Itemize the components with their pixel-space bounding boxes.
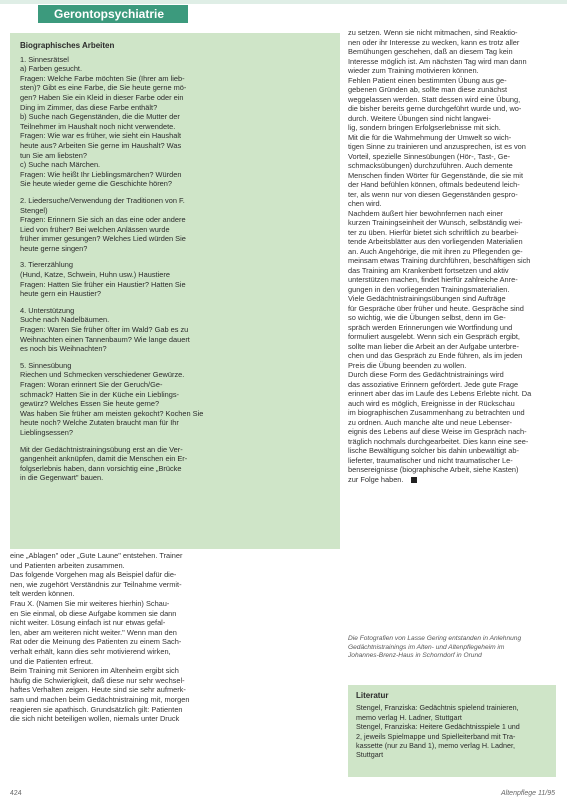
text-line: an. Auch Angehörige, die mit ihren zu Pflegenden ge- xyxy=(348,246,523,256)
text-line: meinsam etwas Training durchführen, beschäftigen sich xyxy=(348,256,531,265)
text-line: träglich nochmals durchgearbeitet. Dies kann eine see- xyxy=(348,436,529,446)
text-line: haftes Verhalten zeigen. Heute sind sie sehr aufmerk- xyxy=(10,685,186,695)
text-line: Interesse möglich ist. Am nächsten Tag wird man dann xyxy=(348,56,527,66)
text-line: spräch werden Erinnerungen wie Wortfindung und xyxy=(348,322,513,332)
box-line: Riechen und Schmecken verschiedener Gewürze. xyxy=(20,370,185,380)
text-line: nicht weiter. Lösung einfach ist nur etwas gefal- xyxy=(10,618,166,628)
note-line: Gedächtnistrainings im Alten- und Altenpflegeheim im xyxy=(348,643,505,651)
box-line: gewürz? Welches Essen Sie heute gerne? xyxy=(20,399,160,409)
text-line: bensereignisse (biographische Arbeit, siehe Kasten) xyxy=(348,465,519,474)
text-line: so wichtig, wie die Übungen selbst, denn im Ge- xyxy=(348,313,506,322)
box-line: Fragen: Welche Farbe möchten Sie (Ihrer am lieb- xyxy=(20,73,185,83)
text-line: ter, als wenn nur von diesen Gegenständen gespro- xyxy=(348,189,518,199)
box-line: Fragen: Hatten Sie früher ein Haustier? Hatten Sie xyxy=(20,279,186,289)
text-line: häufig die Schwierigkeit, daß diese nur sehr wechsel- xyxy=(10,675,185,685)
text-line: zur Folge haben. xyxy=(348,475,556,485)
literature-line: memo verlag H. Ladner, Stuttgart xyxy=(356,712,462,722)
text-line: Viele Gedächtnistrainingsübungen sind Aufträge xyxy=(348,294,506,303)
text-line: sollte man lieber die Arbeit an der Aufgabe unterbre- xyxy=(348,341,519,351)
box-line: Stengel) xyxy=(20,205,48,215)
article-end-mark xyxy=(411,477,417,483)
box-line: Fragen: Erinnern Sie sich an das eine oder andere xyxy=(20,215,186,225)
text-line: en Sie einmal, ob diese Aufgabe kommen sie dann xyxy=(10,608,177,618)
literature-list xyxy=(356,703,548,759)
text-line: kurzen Trainingseinheit der Wunsch, selbständig wei- xyxy=(348,218,523,227)
literature-line: 2, jeweils Spielmappe und Spielleiterband mit Tra- xyxy=(356,731,516,741)
box-block xyxy=(20,196,331,254)
text-line: und die Patienten erfreut. xyxy=(10,656,93,666)
text-line: auch wird es möglich, Ereignisse in der Rückschau xyxy=(348,398,515,408)
text-line: tende Arbeitsblätter aus den vorliegenden Materialien xyxy=(348,237,523,246)
text-line: schmacksübungen) durchzuführen. Auch demente xyxy=(348,161,513,170)
box-line: folgserlebnis haben, dann vorsichtig eine „Brücke xyxy=(20,463,182,473)
text-line: formuliert ausgelebt. Wenn sich ein Gespräch ergibt, xyxy=(348,332,520,341)
text-line: nen, wie zugehört Verständnis zur Teilnahme vermit- xyxy=(10,579,182,589)
box-line: tun Sie am liebsten? xyxy=(20,150,87,160)
box-line: (Hund, Katze, Schwein, Huhn usw.) Haustiere xyxy=(20,270,170,280)
text-line: nen oder ihr Interesse zu wecken, kann es trotz aller xyxy=(348,37,520,47)
box-content xyxy=(20,55,331,483)
literature-line: Stengel, Franziska: Heitere Gedächtnisspiele 1 und xyxy=(356,722,520,732)
text-line: und Patienten arbeiten zusammen. xyxy=(10,560,125,570)
text-line: das Training am Krankenbett fortsetzen und aktiv xyxy=(348,265,509,275)
text-line: Mit die für die Wahrnehmung der Umwelt so wich- xyxy=(348,132,512,142)
text-line: Bemühungen geschehen, daß an diesem Tag kein xyxy=(348,47,513,56)
box-line: heute gerne singen? xyxy=(20,243,88,253)
box-line: gen? Haben Sie ein Kleid in dieser Farbe oder ein xyxy=(20,92,184,102)
text-line: der Hand befühlen können, oftmals bedeutend leich- xyxy=(348,180,520,189)
note-line: Johannes-Brenz-Haus in Schorndorf in Orund xyxy=(348,652,482,660)
text-line: wieder zum Training motivieren können. xyxy=(348,66,479,75)
literature-box xyxy=(348,685,556,777)
biography-sidebar-box xyxy=(10,33,340,549)
body-text-right xyxy=(348,28,556,484)
text-line: zu ordnen. Auch manche alte und neue Lebenser- xyxy=(348,417,512,427)
box-line: b) Suche nach Gegenständen, die die Mutter der xyxy=(20,112,180,122)
text-line: die sich nicht beteiligen wollen, niemals unter Druck xyxy=(10,714,180,724)
text-line: Frau X. (Namen Sie mir weiteres hierhin) Schau- xyxy=(10,598,170,608)
text-line: weggelassen werden. Statt dessen wird eine Übung, xyxy=(348,94,521,104)
box-line: heute gern ein Haustier? xyxy=(20,289,101,299)
top-accent-bar xyxy=(0,0,567,4)
text-line: durch. Weitere Übungen sind nicht langwei- xyxy=(348,113,491,123)
text-line: zu setzen. Wenn sie nicht mitmachen, sind Reaktio- xyxy=(348,28,518,37)
text-line: gungen in den vorliegenden Trainingsmaterialien. xyxy=(348,284,510,294)
note-line: Die Fotografien von Lasse Gering entstanden in Anlehnung xyxy=(348,635,522,642)
body-text-left xyxy=(10,551,340,724)
text-line: reagieren sie apathisch. Grundsätzlich gilt: Patienten xyxy=(10,704,183,714)
box-line: 5. Sinnesübung xyxy=(20,360,72,370)
text-line: chen und das Gespräch zu Ende führen, als im jeden xyxy=(348,351,523,360)
text-line: verhalt erhält, kann dies sehr motivierend wirken, xyxy=(10,646,171,656)
box-line: Fragen: Wie heißt Ihr Lieblingsmärchen? Würden xyxy=(20,169,182,179)
box-line: heute noch? Welche Zutaten braucht man für Ihr xyxy=(20,418,179,428)
box-block xyxy=(20,306,331,354)
text-line: für Gespräche über früher und heute. Gespräche sind xyxy=(348,303,524,313)
box-line: Fragen: Wie war es früher, wie sieht ein Haushalt xyxy=(20,131,182,141)
text-line: Rat oder die Meinung des Patienten zu einem Sach- xyxy=(10,637,182,647)
box-block xyxy=(20,260,331,298)
text-line: Preis die Übung beenden zu wollen. xyxy=(348,360,467,370)
box-line: 1. Sinnesrätsel xyxy=(20,54,69,64)
box-line: schmack? Hatten Sie in der Küche ein Lieblings- xyxy=(20,389,179,399)
box-line: Fragen: Woran erinnert Sie der Geruch/Ge- xyxy=(20,380,163,389)
box-line: Was haben Sie früher am meisten gekocht? Kochen Sie xyxy=(20,408,204,418)
text-line: eignis des Lebens auf diese Weise im Gespräch nach- xyxy=(348,427,527,436)
text-line: len, aber am weiteren nicht weiter." Wenn man den xyxy=(10,627,177,637)
box-block xyxy=(20,55,331,189)
literature-line: kassette (nur zu Band 1), memo verlag H. Ladner, xyxy=(356,741,516,751)
box-line: Lied von früher? Bei welchen Anlässen wurde xyxy=(20,224,170,234)
box-line: Fragen: Waren Sie früher öfter im Wald? Gab es zu xyxy=(20,325,189,335)
text-line: die bisher bereits gerne durchgeführt wurde und, wo- xyxy=(348,104,522,113)
box-line: Suche nach Nadelbäumen. xyxy=(20,315,110,325)
literature-line: Stuttgart xyxy=(356,750,384,760)
section-header: Gerontopsychiatrie xyxy=(38,5,188,23)
text-line: lieferter, traumatischer und nicht traumatischer Le- xyxy=(348,455,513,465)
text-line: chen wird. xyxy=(348,199,382,208)
box-line: es noch bis Weihnachten? xyxy=(20,344,107,354)
box-line: Lieblingsessen? xyxy=(20,427,74,437)
text-line: Das folgende Vorgehen mag als Beispiel dafür die- xyxy=(10,570,177,580)
text-line: erinnert aber das im Laufe des Lebens Erlebte nicht. Da xyxy=(348,389,532,398)
box-block xyxy=(20,361,331,438)
box-line: heute aus? Arbeiten Sie gerne im Haushalt? Was xyxy=(20,140,182,150)
box-line: 4. Unterstützung xyxy=(20,305,75,315)
text-line: telt werden können. xyxy=(10,589,75,599)
box-line: Teilnehmer im Haushalt noch nicht verwendete. xyxy=(20,121,176,131)
text-line: Durch diese Form des Gedächtnistrainings wird xyxy=(348,370,504,379)
text-line: Vorteil, spezielle Sinnesübungen (Hör-, Tast-, Ge- xyxy=(348,151,511,161)
box-line: 3. Tiererzählung xyxy=(20,260,73,270)
box-line: c) Suche nach Märchen. xyxy=(20,160,101,170)
box-line: Ding im Zimmer, das diese Farbe enthält? xyxy=(20,102,158,112)
photo-credit-note xyxy=(348,635,556,661)
box-line: Mit der Gedächtnistrainingsübung erst an die Ver- xyxy=(20,444,183,454)
text-line: Menschen finden Wörter für Gegenstände, die sie mit xyxy=(348,170,524,180)
text-line: Beim Training mit Senioren im Altenheim ergibt sich xyxy=(10,666,179,676)
journal-issue: Altenpflege 11/95 xyxy=(501,790,555,797)
box-line: Weihnachten einen Tannenbaum? Wie lange dauert xyxy=(20,334,190,344)
text-line: sam und machen beim Gedächtnistraining mit, morgen xyxy=(10,694,190,704)
text-line: eine „Ablagen" oder „Gute Laune" entstehen. Trainer xyxy=(10,551,183,560)
box-line: 2. Liedersuche/Verwendung der Traditionen von F. xyxy=(20,195,185,205)
text-line: tigen Sinne zu trainieren und anzusprechen, ist es von xyxy=(348,142,526,151)
text-line: lische Bewältigung solcher bis dahin unbewältigt ab- xyxy=(348,446,519,455)
text-line: gebenen Gründen ab, sollte man diese zunächst xyxy=(348,85,508,94)
box-line: Sie heute wieder gerne die Geschichte hören? xyxy=(20,179,173,189)
box-line: sten)? Gibt es eine Farbe, die Sie heute gerne mö- xyxy=(20,83,187,93)
text-line: Fehlen Patient einen bestimmten Übung aus ge- xyxy=(348,75,507,85)
literature-line: Stengel, Franziska: Gedächtnis spielend trainieren, xyxy=(356,703,519,713)
page-number: 424 xyxy=(10,790,22,797)
text-line: unterstützen machen, findet hierfür zahlreiche Anre- xyxy=(348,275,518,284)
box-line: a) Farben gesucht. xyxy=(20,64,83,74)
box-line: früher immer gesungen? Welches Lied würden Sie xyxy=(20,234,186,244)
box-line: gangenheit anknüpfen, damit die Menschen ein Er- xyxy=(20,454,188,464)
text-line: das assoziative Erinnern gefördert. Jede gute Frage xyxy=(348,379,519,389)
box-title: Biographisches Arbeiten xyxy=(20,41,115,50)
text-line: ter zu üben. Hierfür bietet sich schriftlich zu bearbei- xyxy=(348,227,519,237)
box-line: in die Gegenwart" bauen. xyxy=(20,473,104,483)
text-line: Nachdem äußert hier bewohnfernen nach einer xyxy=(348,208,503,218)
text-line: lig, sondern bringen Erfolgserlebnisse mit sich. xyxy=(348,123,501,132)
text-line: im biographischen Zusammenhang zu betrachten und xyxy=(348,408,525,417)
literature-title: Literatur xyxy=(356,691,389,700)
box-block xyxy=(20,445,331,483)
